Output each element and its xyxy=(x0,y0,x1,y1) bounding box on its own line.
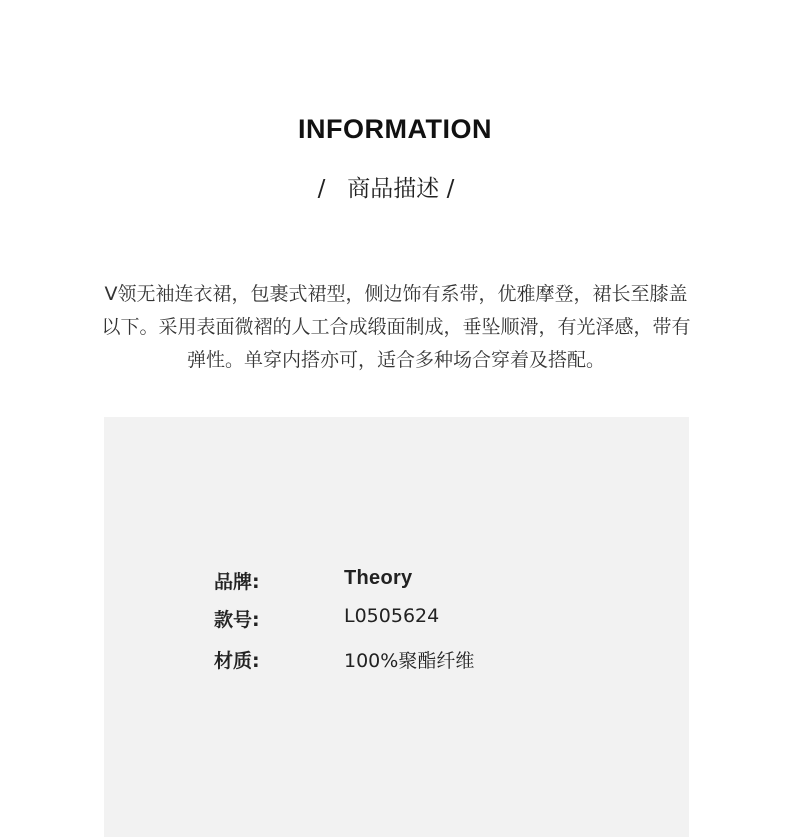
spec-value-brand: Theory xyxy=(344,567,413,589)
spec-row-material xyxy=(214,646,614,676)
spec-row-brand xyxy=(214,567,614,597)
section-title: INFORMATION xyxy=(298,114,492,144)
spec-label-material: 材质: xyxy=(214,650,260,672)
spec-value-material: 100%聚酯纤维 xyxy=(344,650,475,672)
spec-row-style-number xyxy=(214,605,614,635)
spec-label-brand: 品牌: xyxy=(214,571,260,593)
product-spec-panel xyxy=(104,417,689,837)
section-subtitle: / 商品描述 / xyxy=(317,176,455,202)
product-description: V领无袖连衣裙，包裹式裙型，侧边饰有系带，优雅摩登，裙长至膝盖以下。采用表面微褶的人工合成缎面制成，垂坠顺滑，有光泽感，带有弹性。单穿内搭亦可，适合多种场合穿着及搭配。 xyxy=(101,283,691,371)
spec-value-style-number: L0505624 xyxy=(344,605,440,627)
spec-label-style-number: 款号: xyxy=(214,609,260,631)
